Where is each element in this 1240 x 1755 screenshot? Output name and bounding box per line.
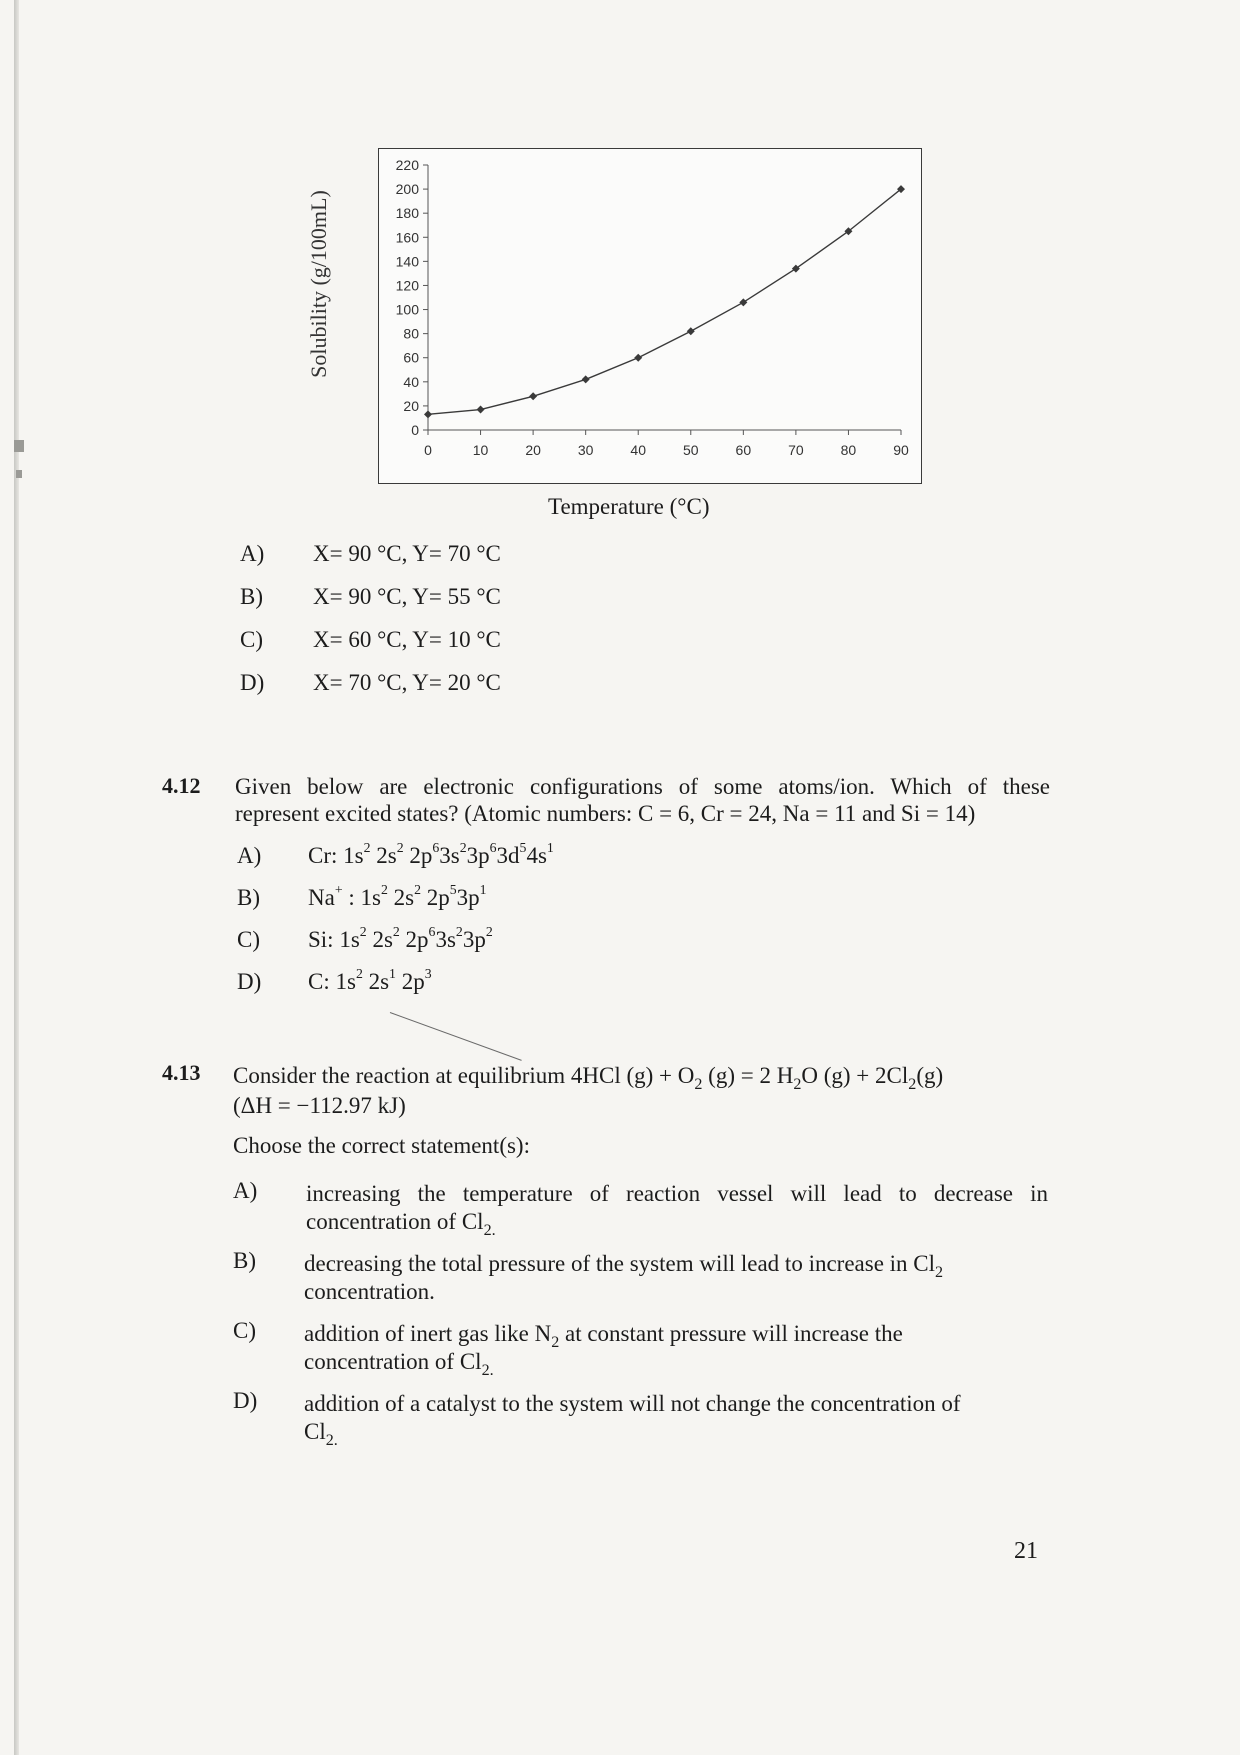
option-letter: B) bbox=[237, 885, 260, 910]
scan-mark bbox=[14, 440, 24, 452]
data-point bbox=[529, 392, 537, 400]
x-tick-label: 10 bbox=[472, 442, 489, 458]
y-tick-label: 120 bbox=[395, 277, 419, 294]
option-text: X= 70 °C, Y= 20 °C bbox=[313, 670, 501, 695]
option-letter: C) bbox=[240, 627, 263, 652]
x-tick-label: 50 bbox=[682, 442, 699, 458]
option-letter: D) bbox=[240, 670, 265, 695]
option-text: increasing the temperature of reaction vessel will lead to decrease in bbox=[306, 1181, 1048, 1206]
reaction-text: O (g) + 2Cl bbox=[801, 1063, 909, 1088]
option-letter: C) bbox=[233, 1318, 256, 1343]
y-tick-label: 40 bbox=[403, 373, 419, 390]
electron-config-cr: Cr: $1s^2$ $2s^2$ $2p^63s^23p^63d^54s^1$ bbox=[308, 840, 554, 868]
data-point bbox=[424, 410, 432, 418]
x-tick-label: 90 bbox=[893, 442, 909, 458]
option-text: addition of a catalyst to the system will not change the concentration of bbox=[304, 1391, 961, 1416]
page-edge-shadow bbox=[14, 0, 19, 1755]
option-letter: D) bbox=[233, 1388, 258, 1413]
option-text: X= 90 °C, Y= 70 °C bbox=[313, 541, 501, 566]
option-text: X= 90 °C, Y= 55 °C bbox=[313, 584, 501, 609]
option-text: $Cl_{2.}$ bbox=[304, 1419, 338, 1449]
question-text-line: Given below are electronic configurations of some atoms/ion. Which of these bbox=[235, 774, 1050, 799]
y-axis-label: Solubility (g/100mL) bbox=[306, 190, 331, 378]
option-letter: A) bbox=[237, 843, 262, 868]
y-tick-label: 0 bbox=[411, 422, 419, 438]
data-point bbox=[582, 375, 590, 383]
data-point bbox=[634, 354, 642, 362]
option-text: concentration of $Cl_{2.}$ bbox=[304, 1349, 494, 1379]
reaction-text: (g) = 2 H bbox=[702, 1063, 794, 1088]
series-line bbox=[428, 189, 901, 414]
page-number: 21 bbox=[1014, 1538, 1038, 1564]
option-letter: D) bbox=[237, 969, 262, 994]
x-tick-label: 30 bbox=[577, 442, 594, 458]
option-text: concentration. bbox=[304, 1279, 435, 1304]
y-tick-label: 20 bbox=[403, 397, 419, 414]
data-point bbox=[687, 327, 695, 335]
y-tick-label: 80 bbox=[403, 325, 419, 342]
x-axis-label: Temperature (°C) bbox=[548, 494, 710, 519]
option-letter: C) bbox=[237, 927, 260, 952]
reaction-equation: Consider the reaction at equilibrium 4HCl $(g) + O_2$ (g) = 2 $H_2O$ $(g) + 2Cl_2(g)$ bbox=[233, 1063, 944, 1093]
x-tick-label: 0 bbox=[424, 442, 432, 458]
y-tick-label: 160 bbox=[395, 229, 419, 246]
question-number: 4.13 bbox=[162, 1060, 201, 1085]
reaction-text: (g) bbox=[916, 1063, 944, 1088]
question-number: 4.12 bbox=[162, 773, 201, 798]
y-tick-label: 100 bbox=[395, 301, 419, 318]
solubility-chart bbox=[378, 148, 922, 484]
option-text: concentration of $Cl_{2.}$ bbox=[306, 1209, 496, 1239]
y-tick-label: 60 bbox=[403, 349, 419, 366]
option-letter: A) bbox=[240, 541, 265, 566]
x-tick-label: 60 bbox=[735, 442, 752, 458]
electron-config-si: Si: $1s^2$ $2s^2$ $2p^63s^23p^2$ bbox=[308, 924, 493, 952]
y-tick-label: 140 bbox=[395, 253, 419, 270]
option-letter: B) bbox=[240, 584, 263, 609]
option-text: decreasing the total pressure of the system will lead to increase in $Cl_2$ bbox=[304, 1251, 944, 1281]
chart-canvas bbox=[379, 149, 921, 483]
electron-config-c: C: $1s^2$ $2s^1$ $2p^3$ bbox=[308, 966, 432, 994]
x-tick-label: 20 bbox=[525, 442, 541, 458]
x-tick-label: 80 bbox=[840, 442, 857, 458]
x-tick-label: 40 bbox=[630, 442, 647, 458]
option-letter: A) bbox=[233, 1178, 258, 1203]
option-text: addition of inert gas like $N_2$ at constant pressure will increase the bbox=[304, 1321, 903, 1351]
y-tick-label: 200 bbox=[395, 181, 419, 198]
y-tick-label: 220 bbox=[395, 157, 419, 173]
question-prompt: Choose the correct statement(s): bbox=[233, 1133, 530, 1158]
data-point bbox=[477, 406, 485, 414]
question-text-line: represent excited states? (Atomic numbers: C = 6, Cr = 24, Na = 11 and Si = 14) bbox=[235, 801, 976, 826]
option-letter: B) bbox=[233, 1248, 256, 1273]
x-tick-label: 70 bbox=[788, 442, 804, 458]
reaction-text: Consider the reaction at equilibrium 4HCl (g) + O bbox=[233, 1063, 695, 1088]
y-tick-label: 180 bbox=[395, 205, 419, 222]
option-text: X= 60 °C, Y= 10 °C bbox=[313, 627, 501, 652]
enthalpy-text: (ΔH = −112.97 kJ) bbox=[233, 1093, 406, 1118]
electron-config-na: Na+ : $1s^2$ $2s^2$ $2p^53p^1$ bbox=[308, 882, 487, 910]
scan-mark bbox=[16, 470, 22, 478]
pencil-stroke bbox=[390, 1012, 522, 1061]
data-point bbox=[739, 298, 747, 306]
